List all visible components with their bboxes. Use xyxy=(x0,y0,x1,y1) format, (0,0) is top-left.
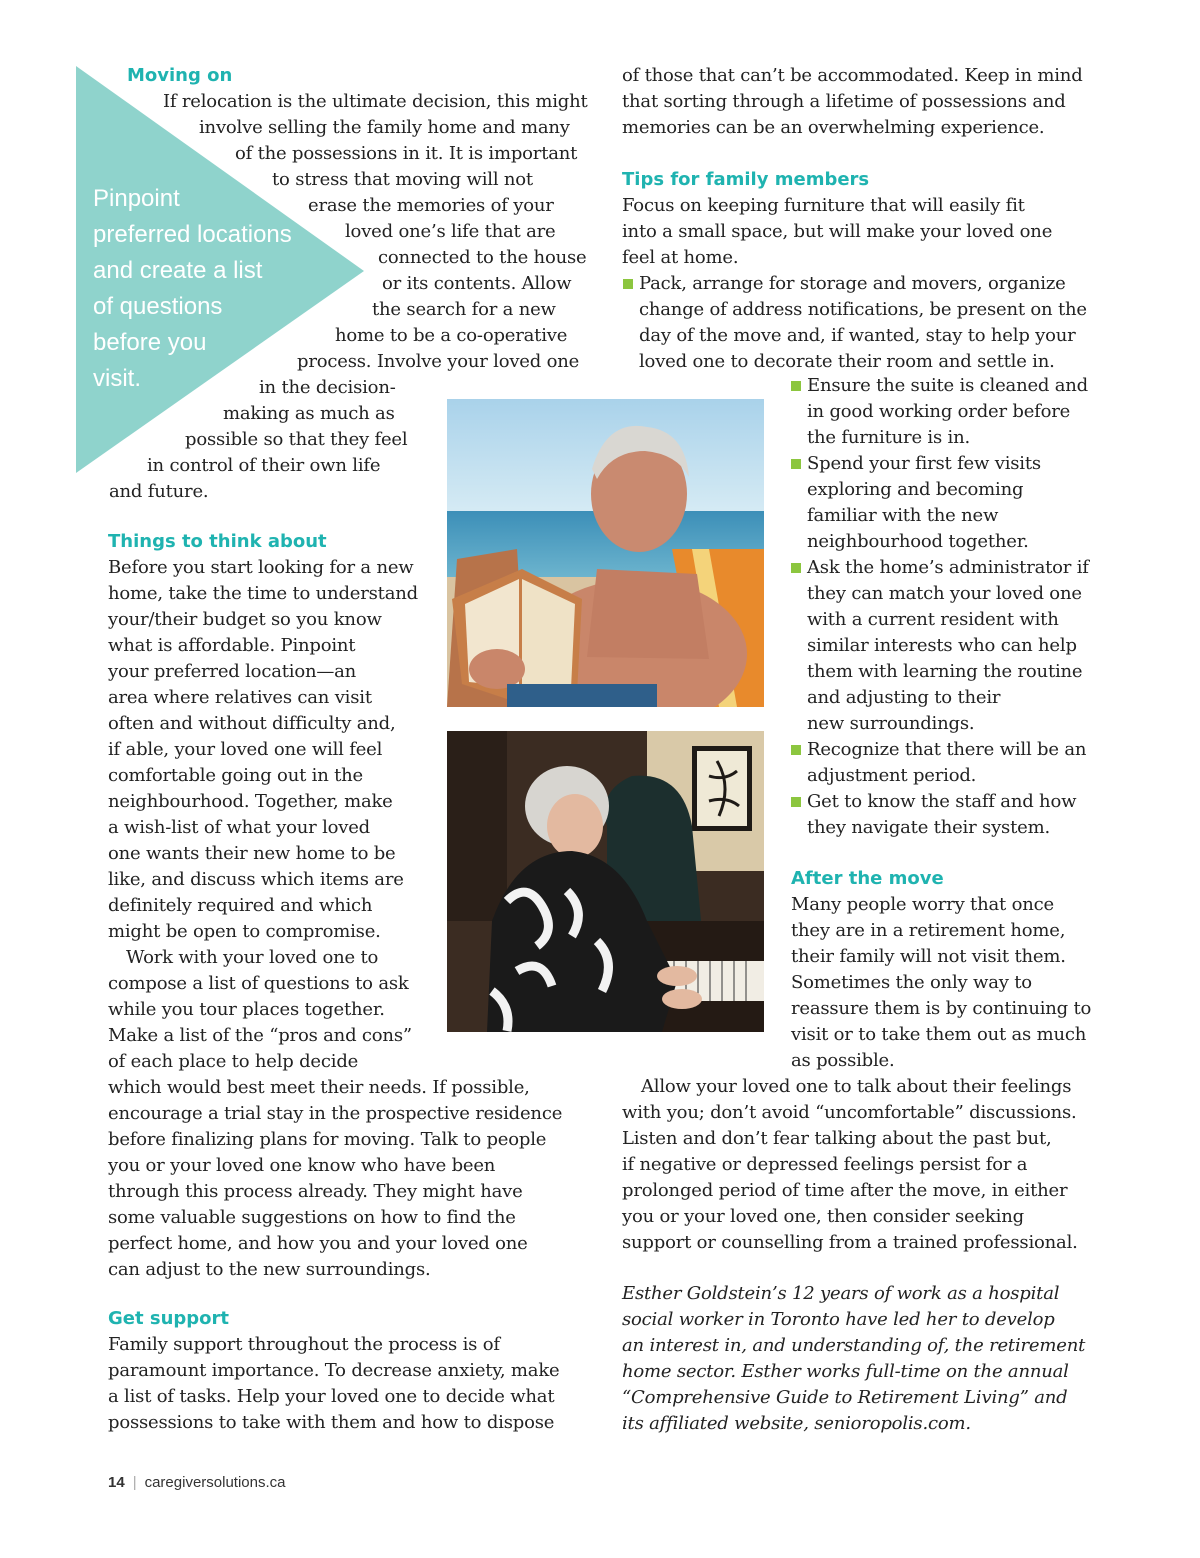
body-text-line: a wish-list of what your loved xyxy=(108,817,371,838)
body-text-line: Sometimes the only way to xyxy=(791,972,1032,993)
body-text-line: often and without difficulty and, xyxy=(108,713,396,734)
body-text-line: they are in a retirement home, xyxy=(791,920,1066,941)
body-text-line: possessions to take with them and how to dispose xyxy=(108,1412,555,1433)
pull-quote-line: visit. xyxy=(93,365,141,392)
body-text-line: If relocation is the ultimate decision, this might xyxy=(163,91,588,112)
author-bio-line: its affiliated website, senioropolis.com. xyxy=(622,1413,971,1434)
section-heading-tips-for-family-members: Tips for family members xyxy=(622,169,870,190)
bullet-text-line: familiar with the new xyxy=(807,505,999,526)
body-text-line: home to be a co-operative xyxy=(335,325,568,346)
footer-site-link[interactable]: caregiversolutions.ca xyxy=(144,1474,286,1491)
pull-quote-line: and create a list xyxy=(93,257,263,284)
section-heading-get-support: Get support xyxy=(108,1308,229,1329)
body-text-line: before finalizing plans for moving. Talk to people xyxy=(108,1129,547,1150)
pull-quote-line: preferred locations xyxy=(93,221,292,248)
bullet-text-line: Ask the home’s administrator if xyxy=(807,557,1089,578)
bullet-square-icon xyxy=(791,797,801,807)
bullet-text-line: neighbourhood together. xyxy=(807,531,1029,552)
author-bio-line: home sector. Esther works full-time on the annual xyxy=(622,1361,1069,1382)
bullet-square-icon xyxy=(791,459,801,469)
bullet-text-line: day of the move and, if wanted, stay to help your xyxy=(639,325,1076,346)
body-text-line: while you tour places together. xyxy=(108,999,385,1020)
footer-separator: | xyxy=(132,1474,137,1491)
page-footer xyxy=(108,1474,286,1491)
body-text-line: your/their budget so you know xyxy=(108,609,382,630)
bullet-text-line: they can match your loved one xyxy=(807,583,1082,604)
bullet-square-icon xyxy=(791,745,801,755)
body-text-line: with you; don’t avoid “uncomfortable” discussions. xyxy=(622,1102,1077,1123)
bullet-text-line: the furniture is in. xyxy=(807,427,971,448)
bullet-text-line: adjustment period. xyxy=(807,765,977,786)
bullet-text-line: in good working order before xyxy=(807,401,1071,422)
body-text-line: to stress that moving will not xyxy=(272,169,533,190)
photo-woman-playing-piano xyxy=(447,731,764,1032)
body-text-line: Work with your loved one to xyxy=(126,947,379,968)
body-text-line: Focus on keeping furniture that will easily fit xyxy=(622,195,1025,216)
body-text-line: loved one’s life that are xyxy=(345,221,556,242)
body-text-line: involve selling the family home and many xyxy=(199,117,570,138)
pull-quote-line: of questions xyxy=(93,293,223,320)
body-text-line: or its contents. Allow xyxy=(382,273,572,294)
body-text-line: one wants their new home to be xyxy=(108,843,396,864)
bullet-text-line: Ensure the suite is cleaned and xyxy=(807,375,1089,396)
bullet-text-line: Get to know the staff and how xyxy=(807,791,1077,812)
body-text-line: if negative or depressed feelings persist for a xyxy=(622,1154,1028,1175)
body-text-line: erase the memories of your xyxy=(308,195,554,216)
pull-quote-line: Pinpoint xyxy=(93,185,180,212)
body-text-line: Many people worry that once xyxy=(791,894,1054,915)
body-text-line: the search for a new xyxy=(372,299,556,320)
section-heading-moving-on: Moving on xyxy=(127,65,233,86)
body-text-line: making as much as xyxy=(223,403,395,424)
body-text-line: memories can be an overwhelming experience. xyxy=(622,117,1045,138)
body-text-line: compose a list of questions to ask xyxy=(108,973,409,994)
body-text-line: definitely required and which xyxy=(108,895,373,916)
body-text-line: encourage a trial stay in the prospective residence xyxy=(108,1103,563,1124)
body-text-line: feel at home. xyxy=(622,247,739,268)
section-heading-after-the-move: After the move xyxy=(791,868,944,889)
bullet-text-line: similar interests who can help xyxy=(807,635,1077,656)
body-text-line: Family support throughout the process is of xyxy=(108,1334,500,1355)
body-text-line: if able, your loved one will feel xyxy=(108,739,383,760)
body-text-line: neighbourhood. Together, make xyxy=(108,791,393,812)
page-number: 14 xyxy=(108,1474,125,1491)
bullet-text-line: loved one to decorate their room and settle in. xyxy=(639,351,1055,372)
body-text-line: Make a list of the “pros and cons” xyxy=(108,1025,412,1046)
body-text-line: into a small space, but will make your loved one xyxy=(622,221,1053,242)
body-text-line: in control of their own life xyxy=(147,455,381,476)
body-text-line: like, and discuss which items are xyxy=(108,869,404,890)
body-text-line: a list of tasks. Help your loved one to decide what xyxy=(108,1386,555,1407)
bullet-text-line: Pack, arrange for storage and movers, organize xyxy=(639,273,1066,294)
bullet-text-line: and adjusting to their xyxy=(807,687,1001,708)
body-text-line: of those that can’t be accommodated. Keep in mind xyxy=(622,65,1083,86)
pull-quote-line: before you xyxy=(93,329,207,356)
body-text-line: what is affordable. Pinpoint xyxy=(108,635,356,656)
bullet-text-line: them with learning the routine xyxy=(807,661,1083,682)
body-text-line: as possible. xyxy=(791,1050,895,1071)
photo-man-reading-beach xyxy=(447,399,764,707)
author-bio-line: “Comprehensive Guide to Retirement Living” and xyxy=(622,1387,1068,1408)
body-text-line: of the possessions in it. It is important xyxy=(235,143,578,164)
bullet-text-line: Spend your first few visits xyxy=(807,453,1041,474)
bullet-text-line: with a current resident with xyxy=(807,609,1059,630)
author-bio-line: social worker in Toronto have led her to develop xyxy=(622,1309,1055,1330)
body-text-line: that sorting through a lifetime of possessions and xyxy=(622,91,1066,112)
body-text-line: prolonged period of time after the move, in either xyxy=(622,1180,1068,1201)
body-text-line: area where relatives can visit xyxy=(108,687,372,708)
bullet-text-line: Recognize that there will be an xyxy=(807,739,1087,760)
body-text-line: which would best meet their needs. If possible, xyxy=(108,1077,530,1098)
body-text-line: of each place to help decide xyxy=(108,1051,359,1072)
bullet-square-icon xyxy=(791,381,801,391)
bullet-square-icon xyxy=(623,279,633,289)
body-text-line: might be open to compromise. xyxy=(108,921,381,942)
body-text-line: comfortable going out in the xyxy=(108,765,363,786)
bullet-text-line: they navigate their system. xyxy=(807,817,1050,838)
section-heading-things-to-think-about: Things to think about xyxy=(108,531,327,552)
author-bio-line: Esther Goldstein’s 12 years of work as a hospital xyxy=(622,1283,1060,1304)
body-text-line: Listen and don’t fear talking about the past but, xyxy=(622,1128,1052,1149)
body-text-line: support or counselling from a trained professional. xyxy=(622,1232,1078,1253)
body-text-line: Allow your loved one to talk about their feelings xyxy=(641,1076,1072,1097)
bullet-text-line: new surroundings. xyxy=(807,713,975,734)
body-text-line: paramount importance. To decrease anxiety, make xyxy=(108,1360,560,1381)
body-text-line: perfect home, and how you and your loved one xyxy=(108,1233,528,1254)
body-text-line: you or your loved one, then consider seeking xyxy=(622,1206,1024,1227)
body-text-line: and future. xyxy=(109,481,209,502)
body-text-line: process. Involve your loved one xyxy=(297,351,580,372)
body-text-line: connected to the house xyxy=(378,247,587,268)
body-text-line: through this process already. They might have xyxy=(108,1181,523,1202)
body-text-line: Before you start looking for a new xyxy=(108,557,414,578)
bullet-square-icon xyxy=(791,563,801,573)
bullet-text-line: change of address notifications, be present on the xyxy=(639,299,1087,320)
body-text-line: your preferred location—an xyxy=(108,661,357,682)
body-text-line: possible so that they feel xyxy=(185,429,408,450)
body-text-line: can adjust to the new surroundings. xyxy=(108,1259,431,1280)
bullet-text-line: exploring and becoming xyxy=(807,479,1024,500)
body-text-line: visit or to take them out as much xyxy=(791,1024,1087,1045)
body-text-line: you or your loved one know who have been xyxy=(108,1155,496,1176)
body-text-line: in the decision- xyxy=(259,377,396,398)
author-bio-line: an interest in, and understanding of, the retirement xyxy=(622,1335,1086,1356)
body-text-line: their family will not visit them. xyxy=(791,946,1066,967)
body-text-line: some valuable suggestions on how to find the xyxy=(108,1207,516,1228)
body-text-line: home, take the time to understand xyxy=(108,583,418,604)
body-text-line: reassure them is by continuing to xyxy=(791,998,1092,1019)
